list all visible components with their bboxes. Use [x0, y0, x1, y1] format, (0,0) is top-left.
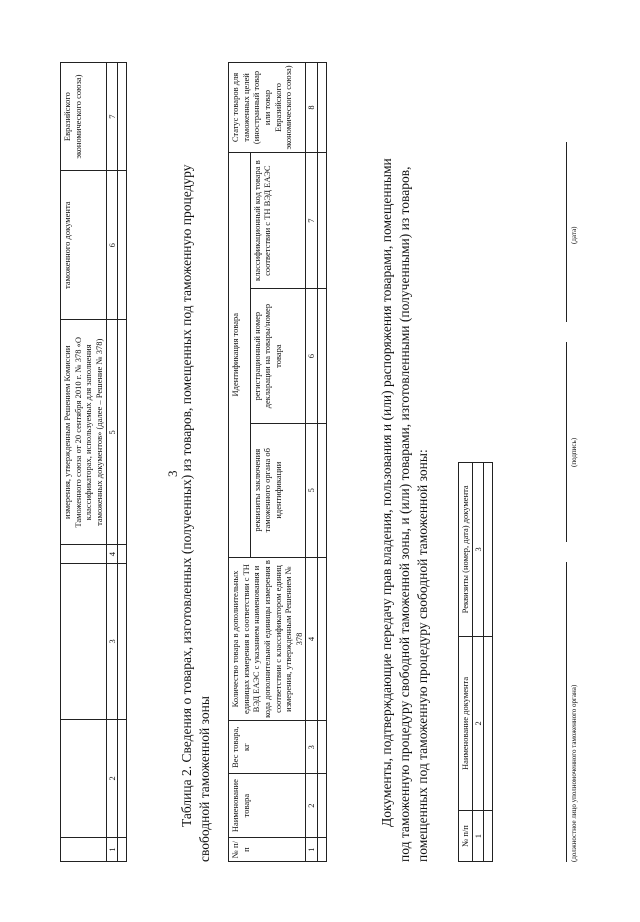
- table-row: [318, 63, 327, 862]
- page-number: 3: [165, 470, 180, 477]
- table1-num-3: 3: [106, 563, 118, 719]
- table2-header-col2: Наименование товара: [229, 773, 306, 837]
- table3-num-3: 3: [472, 463, 484, 637]
- docs-heading-line2: под таможенную процедуру свободной таможенной зоны, и (или) товарами, изготовленными (полученными) из товаров,: [397, 166, 412, 862]
- table2-header-col3: Вес товара, кг: [229, 721, 306, 773]
- docs-heading-line3: помещенных под таможенную процедуру свободной таможенной зоны:: [415, 449, 430, 862]
- table1-header-col7: Евразийского экономического союза): [61, 63, 107, 171]
- table2-header-col6: регистрационный номер декларации на товары/номер товара: [250, 289, 306, 423]
- table2-header-col7: классификационный код товара в соответствии с ТН ВЭД ЕАЭС: [250, 152, 306, 288]
- table2-header-col5: реквизиты заключения таможенного органа об идентификации: [250, 423, 306, 557]
- table-row: [306, 63, 318, 862]
- table2-num-6: 6: [306, 289, 318, 423]
- docs-heading-line1: Документы, подтверждающие передачу прав владения, пользования и (или) распоряжения товарами, помещенными: [379, 158, 394, 827]
- table2-heading-line2: свободной таможенной зоны: [197, 696, 212, 862]
- table1-num-5: 5: [106, 320, 118, 545]
- table2-num-8: 8: [306, 63, 318, 153]
- table1-num-7: 7: [106, 63, 118, 171]
- table-3: [458, 462, 493, 862]
- table2-header-col8: Статус товаров для таможенных целей (иностранный товар или товар Евразийского экономического союза): [229, 63, 306, 153]
- table2-header-col1: № п/п: [229, 838, 306, 862]
- table3-header-col1: № п/п: [459, 811, 473, 862]
- table1-header-col6: таможенного документа: [61, 171, 107, 320]
- table2-header-col4: Количество товара в дополнительных единицах измерения в соответствии с ТН ВЭД ЕАЭС с указанием наименования и кода дополнительной единицы измерения в соответствии с классификатором единиц измерения, утвержденным Решением № 378: [229, 557, 306, 721]
- table3-num-2: 2: [472, 636, 484, 810]
- signature-line-sign: [566, 342, 567, 542]
- table-row: [459, 463, 473, 862]
- table3-header-col3: Реквизиты (номер, дата) документа: [459, 463, 473, 637]
- table2-heading-line1: Таблица 2. Сведения о товарах, изготовленных (полученных) из товаров, помещенных под таможенную процедуру: [179, 164, 194, 827]
- table-row: [118, 63, 127, 862]
- table-row: [229, 63, 251, 862]
- table2-num-5: 5: [306, 423, 318, 557]
- signature-caption-sign: (подпись): [570, 437, 578, 467]
- signature-line-official: [566, 562, 567, 862]
- signature-caption-date: (дата): [570, 226, 578, 244]
- table1-num-1: 1: [106, 837, 118, 861]
- table3-num-1: 1: [472, 811, 484, 862]
- table2-num-2: 2: [306, 773, 318, 837]
- table-2: [228, 62, 327, 862]
- table-1-continuation: [60, 62, 127, 862]
- table1-num-6: 6: [106, 171, 118, 320]
- table2-num-1: 1: [306, 838, 318, 862]
- table-row: [61, 63, 107, 862]
- table1-header-col5: измерения, утвержденным Решением Комиссии Таможенного союза от 20 сентября 2010 г. № 378 «О классификаторах, используемых для заполнения таможенных документов» (далее – Решение № 378): [61, 320, 107, 545]
- table3-header-col2: Наименование документа: [459, 636, 473, 810]
- table2-header-group: Идентификация товара: [229, 152, 251, 557]
- table-row: [484, 463, 493, 862]
- signature-line-date: [566, 142, 567, 322]
- table1-num-4: 4: [106, 545, 118, 563]
- table-row: [472, 463, 484, 862]
- table2-num-3: 3: [306, 721, 318, 773]
- table-row: [106, 63, 118, 862]
- table2-num-7: 7: [306, 152, 318, 288]
- signature-caption-official: (должностное лицо уполномоченного таможенного органа): [570, 684, 578, 862]
- table2-num-4: 4: [306, 557, 318, 721]
- table1-num-2: 2: [106, 719, 118, 837]
